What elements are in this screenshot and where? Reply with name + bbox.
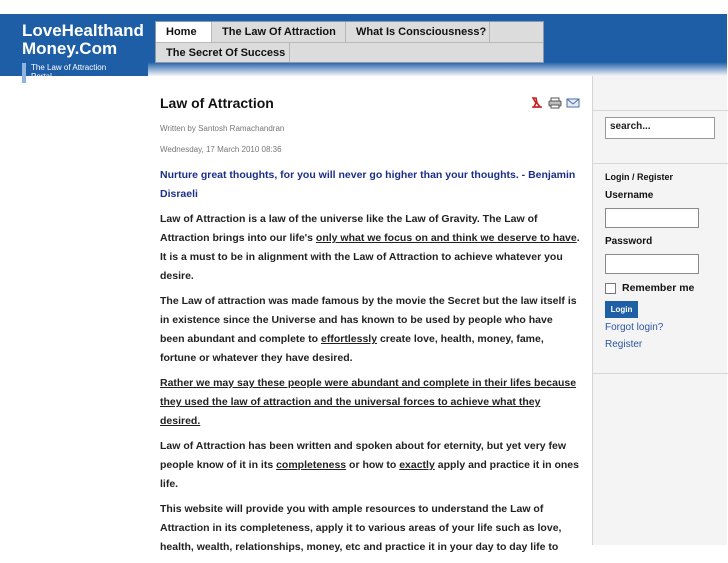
password-label: Password bbox=[605, 236, 653, 247]
main-nav bbox=[155, 21, 544, 63]
nav-row-2 bbox=[156, 42, 543, 62]
p2-underlined: effortlessly bbox=[321, 333, 378, 345]
article-author: Written by Santosh Ramachandran bbox=[160, 124, 285, 133]
logo-tagline-line2: Portal bbox=[31, 72, 52, 81]
remember-me-checkbox[interactable] bbox=[605, 283, 616, 294]
p4-underlined-2: exactly bbox=[399, 459, 435, 471]
site-logo[interactable] bbox=[22, 22, 146, 83]
nav-item-consciousness[interactable]: What Is Consciousness? bbox=[346, 22, 490, 42]
p4-underlined-1: completeness bbox=[276, 459, 347, 471]
email-icon[interactable] bbox=[566, 97, 580, 109]
p1-text-a: Law of Attraction is a law of the universe like the Law of Gravity. The Law of Attraction brings into our life's bbox=[160, 213, 538, 244]
nav-item-secret-of-success[interactable]: The Secret Of Success bbox=[156, 43, 290, 62]
p2-text-a: The Law of attraction was made famous by the movie the Secret but the law itself is in existence since the Universe and has known to be used by people who have been abundant and complete to bbox=[160, 295, 577, 345]
logo-title-line2: Money.Com bbox=[22, 39, 118, 58]
article-quote: Nurture great thoughts, for you will never go higher than your thoughts. - Benjamin Disraeli bbox=[160, 169, 576, 200]
nav-row-1 bbox=[156, 22, 543, 42]
p1-text-b: . It is a must to be in alignment with the Law of Attraction to achieve whatever you desire. bbox=[160, 232, 580, 282]
sidebar-divider-2 bbox=[593, 163, 728, 164]
username-label: Username bbox=[605, 190, 654, 201]
p4-text-b: or how to bbox=[346, 459, 400, 471]
article-date: Wednesday, 17 March 2010 08:36 bbox=[160, 145, 282, 154]
register-link[interactable]: Register bbox=[605, 339, 643, 350]
right-sidebar bbox=[592, 76, 727, 545]
sidebar-divider-1 bbox=[593, 110, 728, 111]
article-title[interactable]: Law of Attraction bbox=[160, 95, 274, 111]
top-strip bbox=[0, 0, 727, 14]
main-content bbox=[148, 76, 592, 553]
login-form bbox=[605, 172, 720, 350]
logo-tagline-block bbox=[22, 63, 146, 83]
p4-text-c: apply and practice it in ones life. bbox=[160, 459, 579, 490]
header-gradient bbox=[148, 62, 727, 76]
p4-text-a: Law of Attraction has been written and spoken about for eternity, but yet very few people know of it in its bbox=[160, 440, 567, 471]
sidebar-divider-3 bbox=[593, 373, 728, 374]
paragraph-4 bbox=[160, 437, 580, 494]
pdf-icon[interactable] bbox=[530, 97, 544, 109]
nav-item-home[interactable]: Home bbox=[156, 22, 212, 42]
nav-item-empty-2 bbox=[290, 43, 543, 62]
paragraph-5: This website will provide you with ample resources to understand the Law of Attraction in its completeness, apply it to various areas of your life such as love, health, wealth, relationships, money, etc and practice it in your day to day life to bbox=[160, 503, 562, 553]
article bbox=[160, 92, 580, 563]
forgot-login-link[interactable]: Forgot login? bbox=[605, 322, 664, 333]
logo-title-line1: LoveHealthand bbox=[22, 21, 144, 40]
article-header bbox=[160, 92, 580, 114]
p1-underlined: only what we focus on and think we deserve to have bbox=[315, 232, 577, 244]
paragraph-1 bbox=[160, 210, 580, 286]
logo-tagline-line1: The Law of Attraction bbox=[31, 63, 107, 72]
printer-icon[interactable] bbox=[548, 97, 562, 109]
search-input[interactable]: search... bbox=[605, 117, 715, 139]
remember-me-label: Remember me bbox=[622, 282, 695, 294]
login-button[interactable]: Login bbox=[605, 301, 638, 318]
article-tools bbox=[530, 97, 580, 109]
nav-item-law-of-attraction[interactable]: The Law Of Attraction bbox=[212, 22, 346, 42]
p2-text-b: create love, health, money, fame, fortune or whatever they have desired. bbox=[160, 333, 544, 364]
login-title: Login / Register bbox=[605, 172, 674, 182]
article-body bbox=[160, 166, 580, 557]
paragraph-2 bbox=[160, 292, 580, 368]
nav-item-empty bbox=[490, 22, 543, 42]
remember-me-row[interactable] bbox=[605, 282, 720, 294]
paragraph-3: Rather we may say these people were abundant and complete in their lifes because they used the law of attraction and the universal forces to achieve what they desired. bbox=[160, 377, 577, 427]
password-field[interactable] bbox=[605, 254, 699, 274]
username-field[interactable] bbox=[605, 208, 699, 228]
logo-accent-bar bbox=[22, 63, 26, 83]
